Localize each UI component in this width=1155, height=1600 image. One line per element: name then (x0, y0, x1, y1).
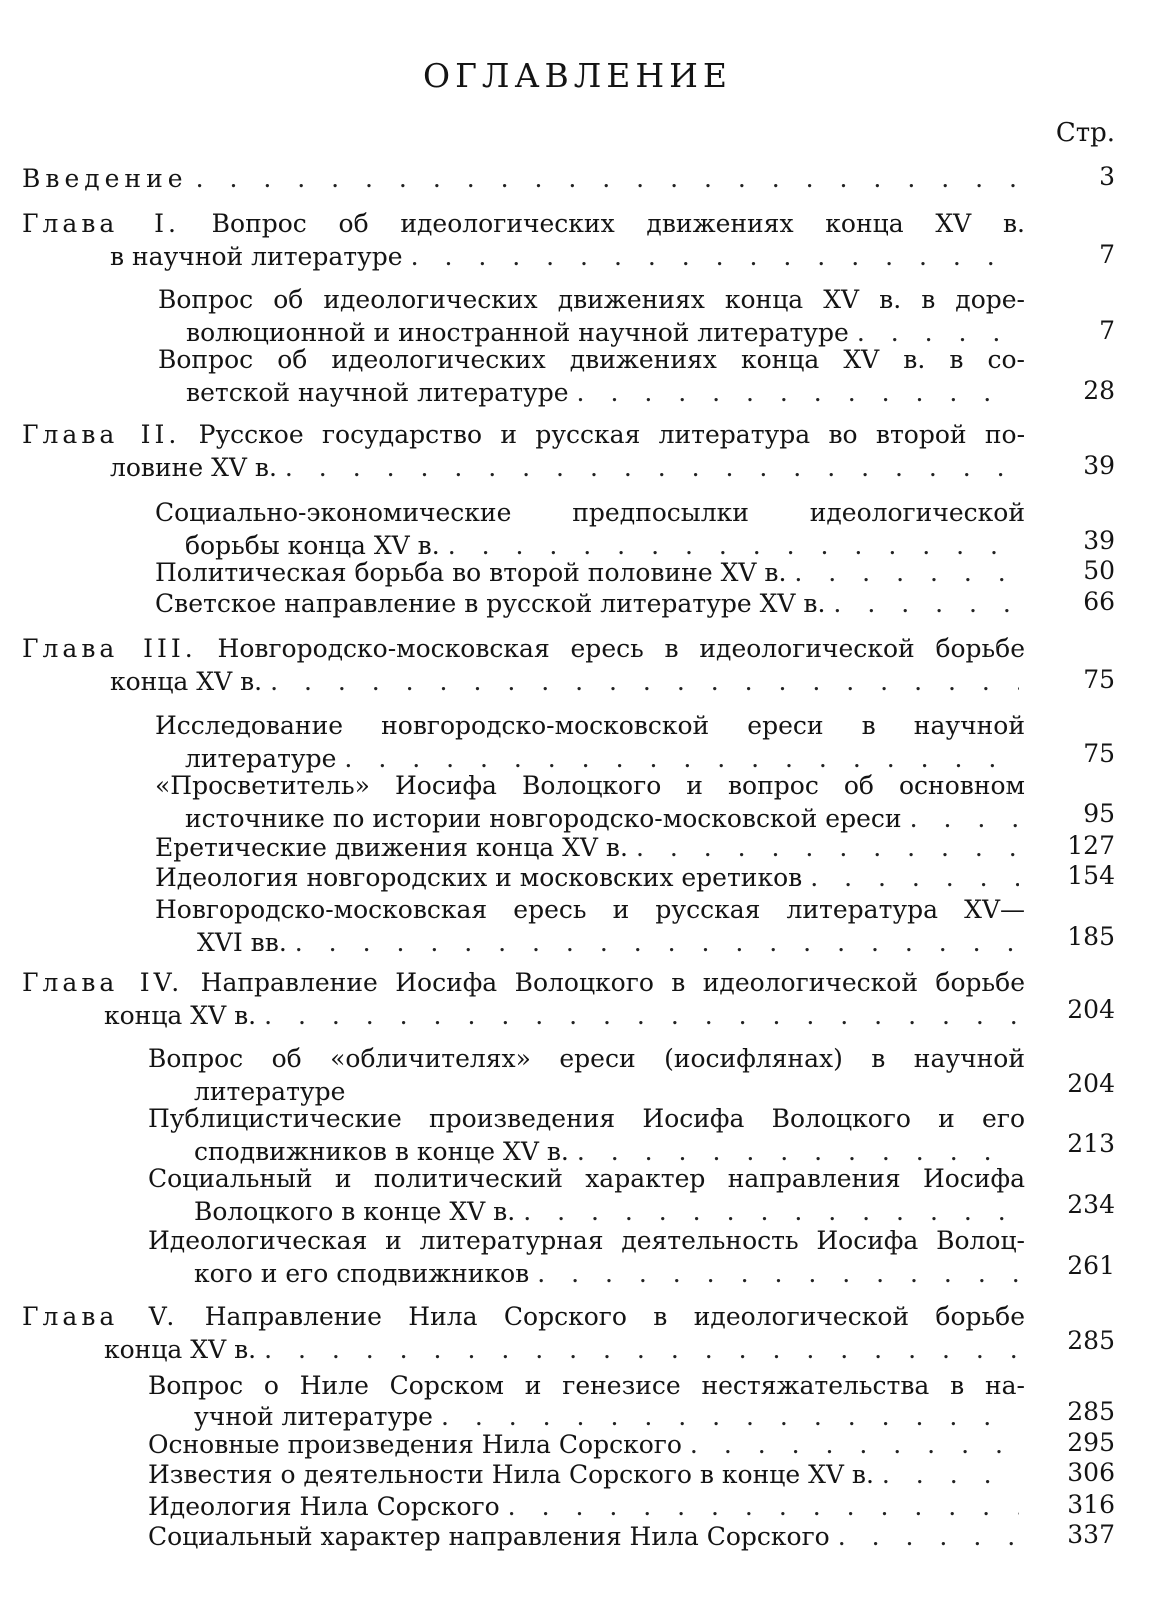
leader-dots (295, 926, 1019, 959)
section-4-4-line-1: Идеологическая и литературная деятельность Иосифа Волоц- (148, 1226, 1025, 1255)
chapter-2-page: 39 (1083, 451, 1115, 480)
section-2-2-page: 50 (1083, 556, 1115, 585)
toc-chapter-5[interactable] (22, 1300, 1025, 1366)
section-4-2-line-2: сподвижников в конце XV в. (194, 1137, 569, 1166)
toc-section-1-2[interactable] (158, 343, 1025, 409)
chapter-4-page: 204 (1067, 995, 1115, 1024)
section-1-1-line-1: Вопрос об идеологических движениях конца XV в. в доре- (158, 285, 1025, 314)
toc-section-3-3[interactable] (155, 831, 1025, 864)
section-3-1-line-1: Исследование новгородско-московской ереси в научной (155, 711, 1025, 740)
section-3-1-line-2: литературе (185, 744, 337, 773)
toc-chapter-1[interactable] (22, 207, 1025, 273)
chapter-2-title-line-2: ловине XV в. (110, 453, 277, 482)
toc-section-2-3[interactable] (155, 587, 1025, 620)
leader-dots (537, 1257, 1019, 1290)
page-column-label: Стр. (1055, 118, 1115, 148)
section-4-3-line-1: Социальный и политический характер направления Иосифа (148, 1164, 1025, 1193)
chapter-4-label: Глава IV. (22, 968, 184, 997)
leader-dots (882, 1458, 1019, 1491)
toc-section-4-3[interactable] (148, 1162, 1025, 1228)
section-1-1-line-2: волюционной и иностранной научной литературе (186, 318, 849, 347)
chapter-3-title-line-2: конца XV в. (110, 667, 263, 696)
chapter-5-page: 285 (1067, 1326, 1115, 1355)
section-3-2-line-1: «Просветитель» Иосифа Волоцкого и вопрос об основном (155, 771, 1025, 800)
section-4-4-line-2: кого и его сподвижников (194, 1259, 530, 1288)
chapter-1-label: Глава I. (22, 209, 180, 238)
section-4-3-page: 234 (1067, 1190, 1115, 1219)
chapter-3-label: Глава III. (22, 634, 197, 663)
toc-entry-intro[interactable] (22, 162, 1035, 195)
section-5-3-page: 306 (1067, 1458, 1115, 1487)
section-3-4-line-1: Идеология новгородских и московских еретиков (155, 863, 803, 892)
section-5-5-line-1: Социальный характер направления Нила Сорского (148, 1522, 830, 1551)
section-1-2-line-1: Вопрос об идеологических движениях конца XV в. в со- (158, 345, 1025, 374)
section-4-4-page: 261 (1067, 1251, 1115, 1280)
section-4-3-line-2: Волоцкого в конце XV в. (194, 1197, 516, 1226)
chapter-4-title-line-2: конца XV в. (104, 1001, 257, 1030)
section-2-1-line-2: борьбы конца XV в. (185, 531, 440, 560)
chapter-1-title-line-1: Вопрос об идеологических движениях конца XV в. (211, 209, 1025, 238)
section-5-3-line-1: Известия о деятельности Нила Сорского в конце XV в. (148, 1460, 874, 1489)
section-3-2-line-2: источнике по истории новгородско-московской ереси (185, 804, 902, 833)
toc-section-4-4[interactable] (148, 1224, 1025, 1290)
toc-section-5-4[interactable] (148, 1490, 1025, 1523)
section-3-2-page: 95 (1083, 799, 1115, 828)
section-1-2-line-2: ветской научной литературе (186, 378, 569, 407)
section-2-3-line-1: Светское направление в русской литературе XV в. (155, 589, 826, 618)
chapter-1-page: 7 (1099, 240, 1115, 269)
leader-dots (833, 587, 1019, 620)
toc-section-4-1[interactable] (148, 1042, 1025, 1108)
toc-section-2-1[interactable] (155, 496, 1025, 562)
toc-section-4-2[interactable] (148, 1102, 1025, 1168)
leader-dots (810, 861, 1019, 894)
section-5-4-line-1: Идеология Нила Сорского (148, 1492, 500, 1521)
leader-dots (264, 999, 1019, 1032)
chapter-5-title-line-2: конца XV в. (104, 1335, 257, 1364)
chapter-2-title-line-1: Русское государство и русская литература во второй по- (198, 420, 1026, 449)
toc-chapter-3[interactable] (22, 632, 1025, 698)
leader-dots (636, 831, 1019, 864)
section-4-1-line-1: Вопрос об «обличителях» ереси (иосифлянах) в научной (148, 1044, 1025, 1073)
section-1-1-page: 7 (1099, 316, 1115, 345)
section-5-2-page: 295 (1067, 1428, 1115, 1457)
section-3-3-line-1: Еретические движения конца XV в. (155, 833, 628, 862)
section-5-4-page: 316 (1067, 1490, 1115, 1519)
chapter-4-title-line-1: Направление Иосифа Волоцкого в идеологической борьбе (200, 968, 1025, 997)
leader-dots (508, 1490, 1019, 1523)
section-5-1-line-2: учной литературе (194, 1402, 433, 1431)
section-2-1-page: 39 (1083, 526, 1115, 555)
leader-dots (196, 162, 1029, 195)
section-3-4-page: 154 (1067, 861, 1115, 890)
toc-section-5-3[interactable] (148, 1458, 1025, 1491)
leader-dots (794, 556, 1019, 589)
section-3-5-line-2: XVI вв. (197, 928, 287, 957)
leader-dots (285, 451, 1019, 484)
section-4-2-line-1: Публицистические произведения Иосифа Волоцкого и его (148, 1104, 1025, 1133)
toc-section-3-1[interactable] (155, 709, 1025, 775)
section-1-2-page: 28 (1083, 376, 1115, 405)
toc-section-5-1[interactable] (148, 1370, 1025, 1432)
section-2-2-line-1: Политическая борьба во второй половине XV в. (155, 558, 787, 587)
toc-chapter-4[interactable] (22, 966, 1025, 1032)
section-2-1-line-1: Социально-экономические предпосылки идеологической (155, 498, 1025, 527)
section-3-3-page: 127 (1067, 831, 1115, 860)
chapter-3-page: 75 (1083, 665, 1115, 694)
section-5-2-line-1: Основные произведения Нила Сорского (148, 1430, 682, 1459)
chapter-2-label: Глава II. (22, 420, 181, 449)
toc-section-5-2[interactable] (148, 1428, 1025, 1461)
section-5-1-page: 285 (1067, 1397, 1115, 1426)
chapter-1-title-line-2: в научной литературе (110, 242, 403, 271)
toc-section-3-5[interactable] (155, 893, 1025, 959)
toc-section-1-1[interactable] (158, 283, 1025, 349)
leader-dots (264, 1333, 1019, 1366)
section-4-2-page: 213 (1067, 1129, 1115, 1158)
toc-section-3-4[interactable] (155, 861, 1025, 894)
toc-section-2-2[interactable] (155, 556, 1025, 589)
intro-label: Введение (22, 164, 188, 193)
toc-section-3-2[interactable] (155, 769, 1025, 835)
leader-dots (690, 1428, 1019, 1461)
leader-dots (270, 665, 1019, 698)
chapter-5-title-line-1: Направление Нила Сорского в идеологической борьбе (204, 1302, 1025, 1331)
section-5-5-page: 337 (1067, 1520, 1115, 1549)
toc-section-5-5[interactable] (148, 1520, 1025, 1553)
toc-chapter-2[interactable] (22, 418, 1025, 484)
chapter-3-title-line-1: Новгородско-московская ересь в идеологической борьбе (217, 634, 1026, 663)
section-2-3-page: 66 (1083, 587, 1115, 616)
section-4-1-line-2: литературе (194, 1077, 346, 1106)
page-title: ОГЛАВЛЕНИЕ (423, 56, 732, 95)
section-5-1-line-1: Вопрос о Ниле Сорском и генезисе нестяжательства в на- (148, 1371, 1025, 1400)
leader-dots (577, 376, 1019, 409)
intro-page: 3 (1099, 162, 1115, 191)
chapter-5-label: Глава V. (22, 1302, 179, 1331)
section-3-5-page: 185 (1067, 922, 1115, 951)
leader-dots (411, 240, 1019, 273)
leader-dots (838, 1520, 1019, 1553)
section-3-1-page: 75 (1083, 739, 1115, 768)
section-3-5-line-1: Новгородско-московская ересь и русская литература XV— (155, 895, 1025, 924)
section-4-1-page: 204 (1067, 1069, 1115, 1098)
